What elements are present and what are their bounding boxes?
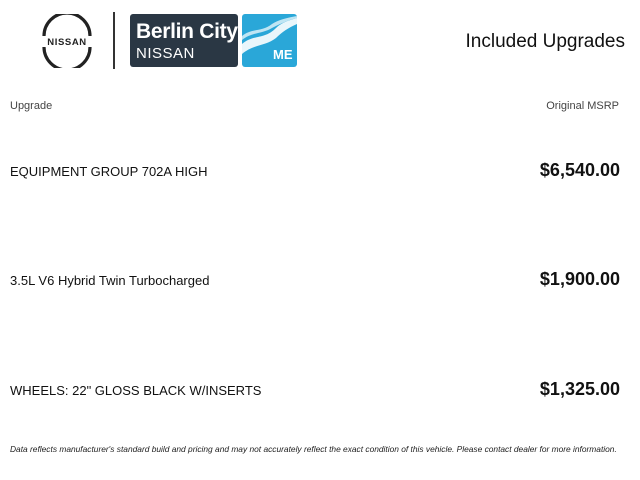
nissan-logo: [36, 14, 98, 68]
table-row: [0, 157, 640, 187]
column-header-upgrade: Upgrade: [10, 100, 53, 112]
upgrade-price: $1,325.00: [539, 379, 620, 399]
upgrade-name: 3.5L V6 Hybrid Twin Turbocharged: [10, 273, 210, 288]
upgrade-name: EQUIPMENT GROUP 702A HIGH: [10, 164, 208, 179]
dealer-name: Berlin City: [136, 20, 238, 43]
state-badge: [242, 14, 297, 67]
dealer-brand: NISSAN: [136, 45, 195, 62]
upgrade-name: WHEELS: 22" GLOSS BLACK W/INSERTS: [10, 383, 262, 398]
table-row: [0, 266, 640, 296]
disclaimer: Data reflects manufacturer's standard build and pricing and may not accurately reflect the exact condition of this vehicle. Please contact dealer for more information.: [10, 444, 617, 454]
column-header-msrp: Original MSRP: [546, 100, 619, 112]
dealer-logo: [130, 14, 238, 67]
nissan-logo-text: NISSAN: [47, 37, 87, 48]
header-divider: [113, 12, 115, 69]
upgrade-price: $1,900.00: [539, 269, 620, 289]
page-title: Included Upgrades: [465, 31, 625, 52]
upgrade-price: $6,540.00: [539, 160, 620, 180]
state-code: ME: [273, 47, 293, 62]
table-row: [0, 376, 640, 406]
